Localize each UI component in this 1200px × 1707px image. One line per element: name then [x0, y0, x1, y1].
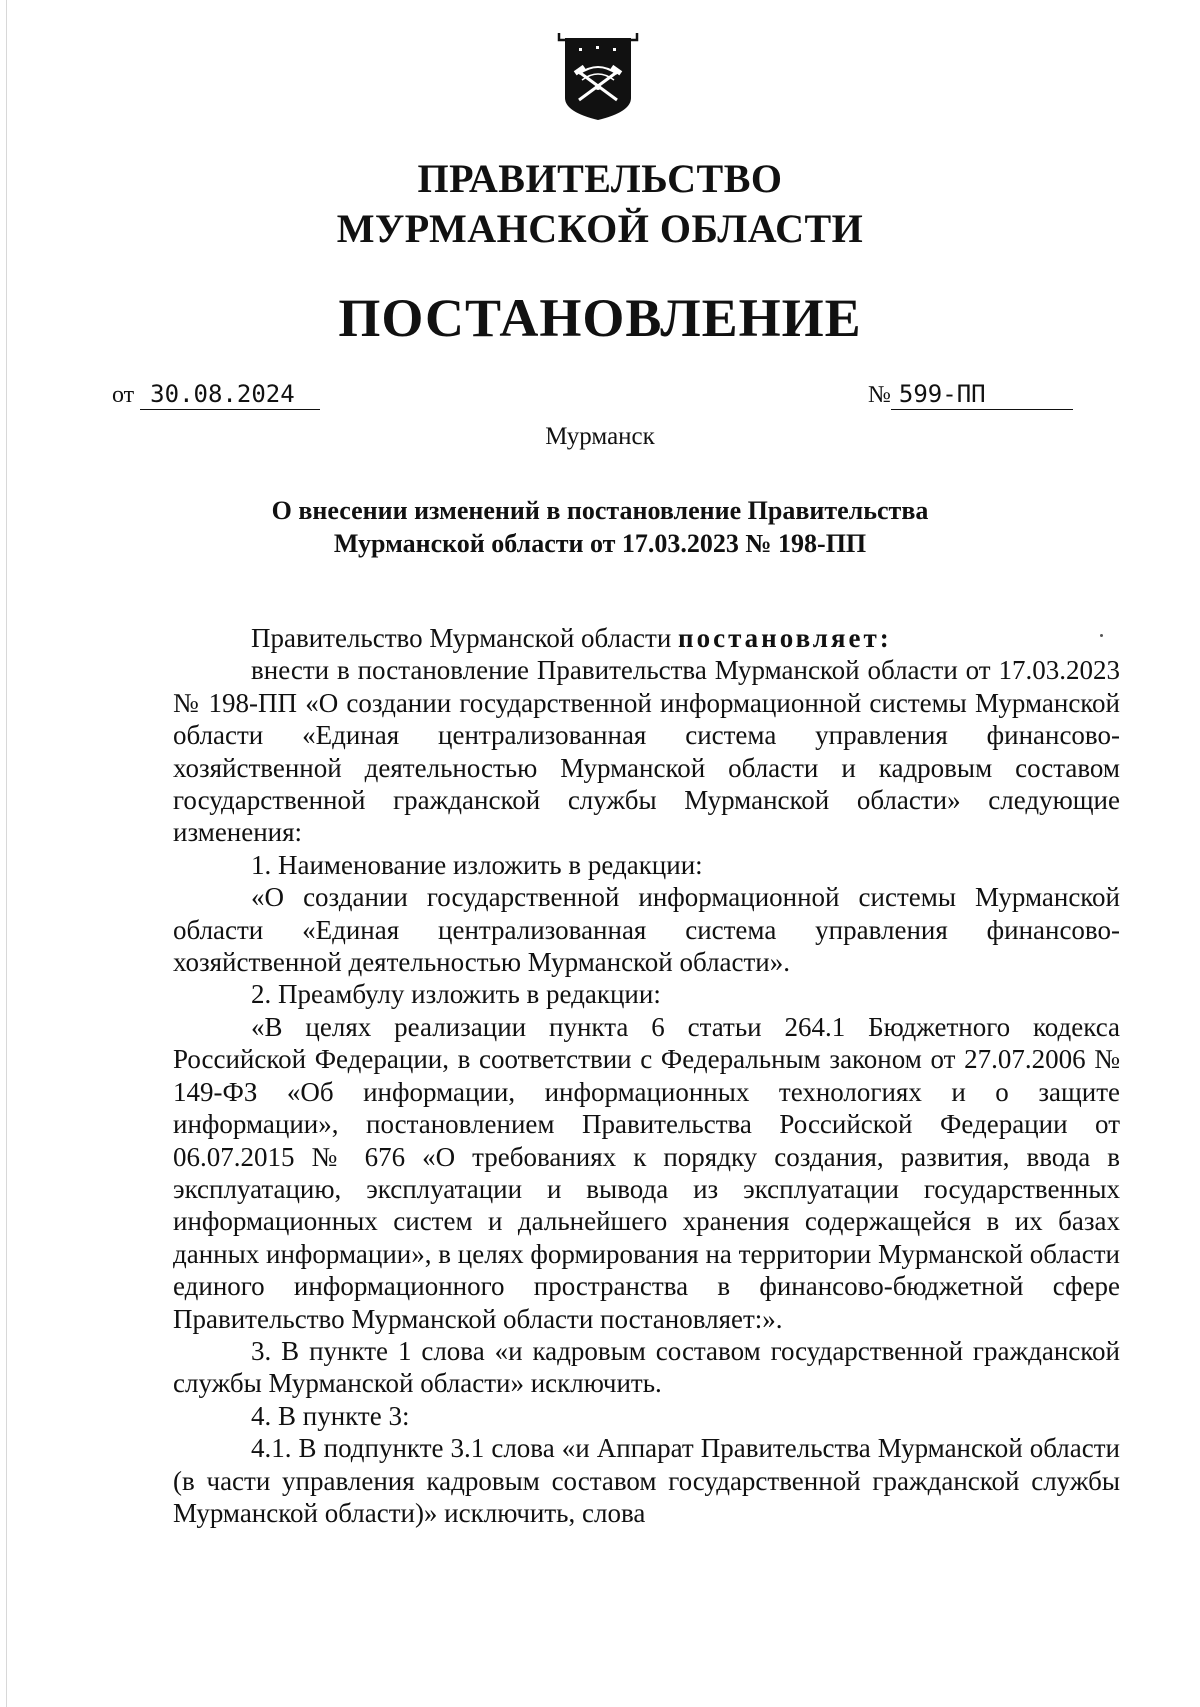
number-label: № — [868, 382, 891, 408]
number-value: 599-ПП — [891, 379, 1073, 410]
date-field — [112, 378, 320, 412]
document-body — [173, 622, 1120, 1529]
body-paragraph-5: «В целях реализации пункта 6 статьи 264.1 Бюджетного кодекса Российской Федерации, в соответствии с Федеральным законом от 27.07.2006 № 149-ФЗ «Об информации, информационных технологиях и о защите информации», постановлением Правительства Российской Федерации от 06.07.2015 № 676 «О требованиях к порядку создания, развития, ввода в эксплуатацию, эксплуатации и вывода из эксплуатации государственных информационных систем и дальнейшего хранения содержащейся в их базах данных информации», в целях формирования на территории Мурманской области единого информационного пространства в финансово-бюджетной сфере Правительство Мурманской области постановляет:». — [173, 1011, 1120, 1334]
body-intro-verb: постановляет: — [678, 623, 892, 653]
coat-of-arms-icon — [557, 30, 639, 122]
title-line-2: Мурманской области от 17.03.2023 № 198-ПП — [333, 529, 867, 558]
organization-line-1: ПРАВИТЕЛЬСТВО — [417, 156, 783, 201]
date-value: 30.08.2024 — [140, 379, 320, 410]
body-intro — [173, 622, 1120, 654]
body-paragraph-4: 2. Преамбулу изложить в редакции: — [251, 979, 661, 1010]
document-title — [220, 494, 980, 560]
date-label: от — [112, 382, 135, 408]
title-line-1: О внесении изменений в постановление Правительства — [271, 496, 929, 525]
city-name: Мурманск — [545, 423, 655, 450]
body-intro-text: Правительство Мурманской области — [251, 623, 679, 653]
document-type: ПОСТАНОВЛЕНИЕ — [338, 288, 862, 348]
organization-line-2: МУРМАНСКОЙ ОБЛАСТИ — [336, 206, 864, 251]
body-paragraph-2: 1. Наименование изложить в редакции: — [251, 849, 703, 880]
body-paragraph-7: 4. В пункте 3: — [251, 1400, 410, 1431]
scan-edge-line — [6, 0, 7, 1707]
body-paragraph-8: 4.1. В подпункте 3.1 слова «и Аппарат Правительства Мурманской области (в части управления кадровым составом государственной гражданской службы Мурманской области)» исключить, слова — [173, 1433, 1120, 1528]
body-paragraph-1: внести в постановление Правительства Мурманской области от 17.03.2023 № 198-ПП «О создании государственной информационной системы Мурманской области «Единая централизованная система управления финансово-хозяйственной деятельностью Мурманской области и кадровым составом государственной гражданской службы Мурманской области» следующие изменения: — [173, 655, 1120, 848]
number-field — [868, 378, 1073, 412]
body-paragraph-3: «О создании государственной информационной системы Мурманской области «Единая централизованная система управления финансово-хозяйственной деятельностью Мурманской области». — [173, 882, 1120, 978]
organization-name — [0, 154, 1200, 254]
body-paragraph-6: 3. В пункте 1 слова «и кадровым составом государственной гражданской службы Мурманской области» исключить. — [173, 1335, 1120, 1399]
